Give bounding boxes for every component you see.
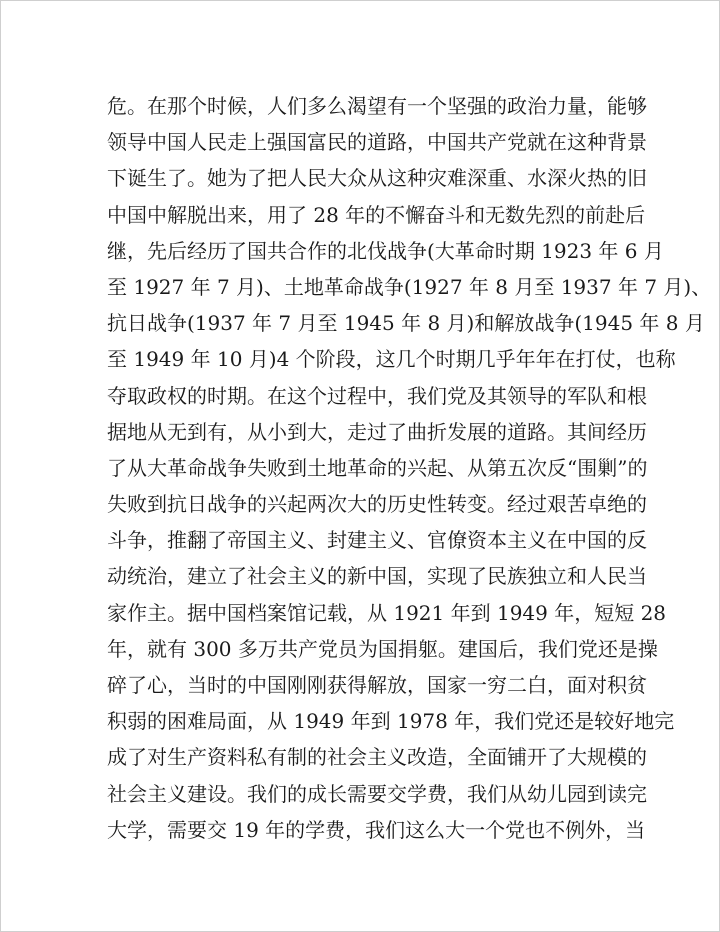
text-line: 碎了心，当时的中国刚刚获得解放，国家一穷二白，面对积贫	[107, 673, 647, 697]
text-line: 危。在那个时候，人们多么渴望有一个坚强的政治力量，能够	[107, 94, 647, 118]
text-line: 了从大革命战争失败到土地革命的兴起、从第五次反“围剿”的	[107, 455, 648, 480]
text-line: 斗争，推翻了帝国主义、封建主义、官僚资本主义在中国的反	[107, 528, 647, 553]
text-line: 抗日战争(1937 年 7 月至 1945 年 8 月)和解放战争(1945 年 8 月	[107, 311, 705, 336]
text-line: 家作主。据中国档案馆记载，从 1921 年到 1949 年，短短 28	[107, 600, 667, 625]
text-line: 大学，需要交 19 年的学费，我们这么大一个党也不例外，当	[107, 817, 646, 842]
text-line: 下诞生了。她为了把人民大众从这种灾难深重、水深火热的旧	[107, 166, 647, 191]
text-line: 动统治，建立了社会主义的新中国，实现了民族独立和人民当	[107, 564, 647, 589]
text-line: 夺取政权的时期。在这个过程中，我们党及其领导的军队和根	[107, 383, 647, 408]
text-line: 年，就有 300 多万共产党员为国捐躯。建国后，我们党还是操	[107, 636, 658, 661]
body-text	[107, 88, 712, 848]
text-line: 至 1927 年 7 月)、土地革命战争(1927 年 8 月至 1937 年 7 月)、	[107, 274, 712, 299]
text-line: 至 1949 年 10 月)4 个阶段，这几个时期几乎年年在打仗，也称	[107, 347, 676, 372]
text-line: 积弱的困难局面，从 1949 年到 1978 年，我们党还是较好地完	[107, 709, 675, 734]
text-line: 中国中解脱出来，用了 28 年的不懈奋斗和无数先烈的前赴后	[107, 202, 646, 227]
text-line: 继，先后经历了国共合作的北伐战争(大革命时期 1923 年 6 月	[107, 238, 664, 263]
text-line: 成了对生产资料私有制的社会主义改造，全面铺开了大规模的	[107, 745, 647, 770]
text-line: 社会主义建设。我们的成长需要交学费，我们从幼儿园到读完	[107, 781, 647, 806]
text-line: 失败到抗日战争的兴起两次大的历史性转变。经过艰苦卓绝的	[107, 492, 647, 517]
text-line: 领导中国人民走上强国富民的道路，中国共产党就在这种背景	[107, 130, 647, 155]
text-line: 据地从无到有，从小到大，走过了曲折发展的道路。其间经历	[107, 419, 647, 444]
